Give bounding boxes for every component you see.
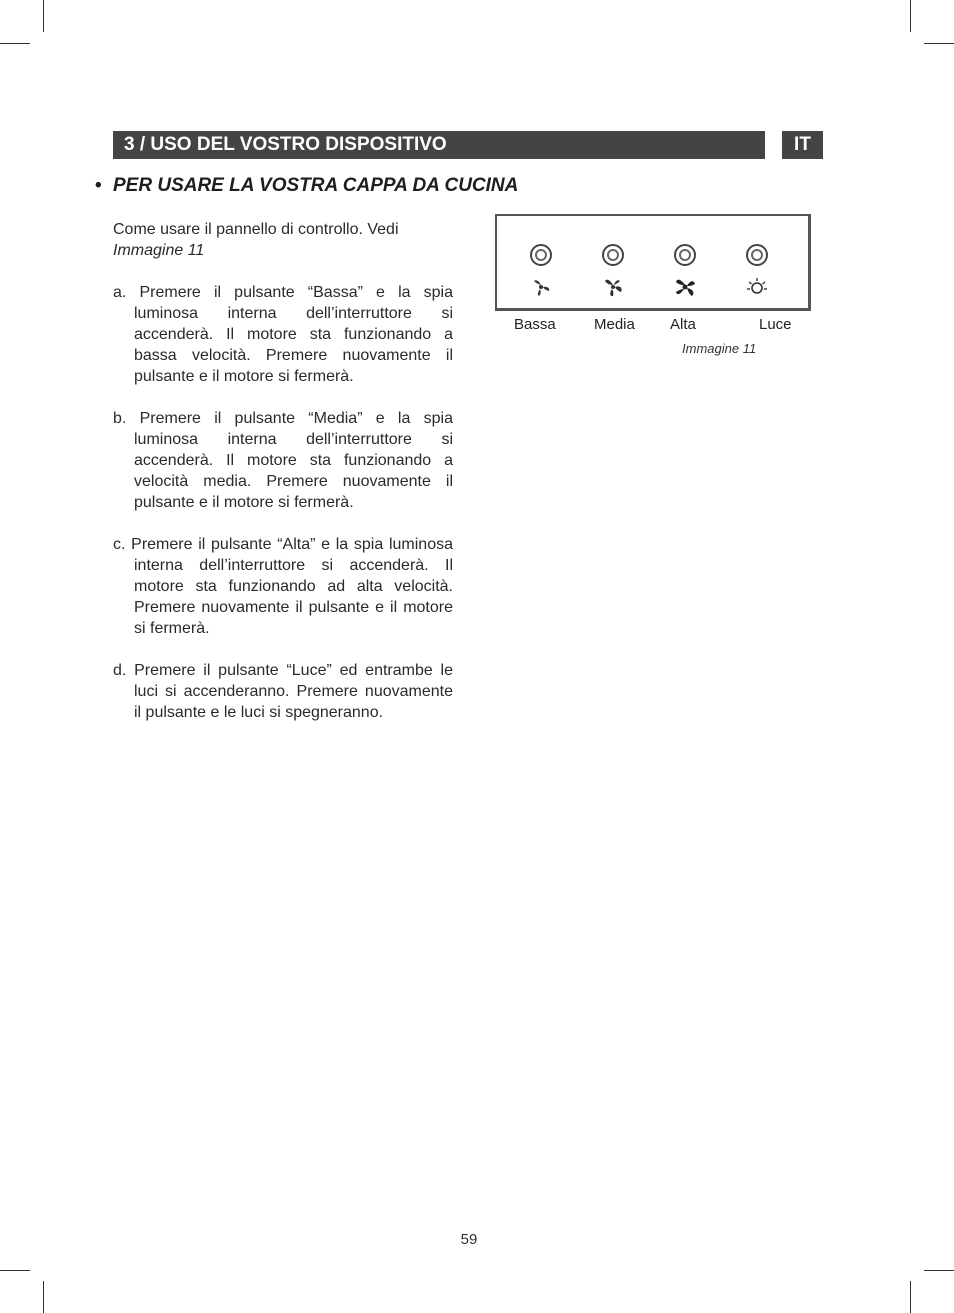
fan-medium-icon	[602, 276, 624, 298]
media-button	[602, 244, 624, 266]
intro-figure-ref: Immagine 11	[113, 242, 205, 259]
instruction-item-a: a. Premere il pulsante “Bassa” e la spia luminosa interna dell’interruttore si accenderà. Il motore sta funzionando a bassa velocità. Premere nuovamente il pulsante e il motore si fermerà.	[113, 284, 453, 385]
control-panel-figure	[495, 214, 811, 311]
alta-label: Alta	[670, 316, 696, 333]
light-bulb-icon	[746, 276, 768, 298]
instruction-item-d: d. Premere il pulsante “Luce” ed entrambe le luci si accenderanno. Premere nuovamente il pulsante e le luci si spegneranno.	[113, 662, 453, 721]
crop-mark	[0, 43, 30, 44]
luce-button	[746, 244, 768, 266]
alta-button	[674, 244, 696, 266]
luce-label: Luce	[759, 316, 792, 333]
crop-mark	[43, 1281, 44, 1313]
media-label: Media	[594, 316, 635, 333]
section-header: 3 / USO DEL VOSTRO DISPOSITIVO	[113, 131, 765, 159]
crop-mark	[43, 0, 44, 32]
fan-low-icon	[530, 276, 552, 298]
intro-text: Come usare il pannello di controllo. Vedi	[113, 221, 399, 238]
figure-caption: Immagine 11	[682, 341, 757, 356]
instruction-item-b: b. Premere il pulsante “Media” e la spia luminosa interna dell’interruttore si accenderà. Il motore sta funzionando a velocità media. Premere nuovamente il pulsante e il motore si fermerà.	[113, 410, 453, 511]
instruction-item-c: c. Premere il pulsante “Alta” e la spia luminosa interna dell’interruttore si accenderà. Il motore sta funzionando ad alta velocità. Premere nuovamente il pulsante e il motore si fermerà.	[113, 536, 453, 637]
page-number: 59	[460, 1231, 478, 1248]
fan-high-icon	[674, 276, 696, 298]
bassa-button	[530, 244, 552, 266]
crop-mark	[0, 1270, 30, 1271]
crop-mark	[910, 1281, 911, 1313]
subsection-title-text: PER USARE LA VOSTRA CAPPA DA CUCINA	[113, 175, 519, 196]
bullet: •	[95, 175, 102, 196]
language-badge: IT	[782, 131, 823, 159]
crop-mark	[924, 1270, 954, 1271]
crop-mark	[924, 43, 954, 44]
instructions-column	[113, 219, 453, 744]
crop-mark	[910, 0, 911, 32]
subsection-title	[95, 175, 518, 197]
bassa-label: Bassa	[514, 316, 556, 333]
intro-paragraph	[113, 219, 453, 261]
